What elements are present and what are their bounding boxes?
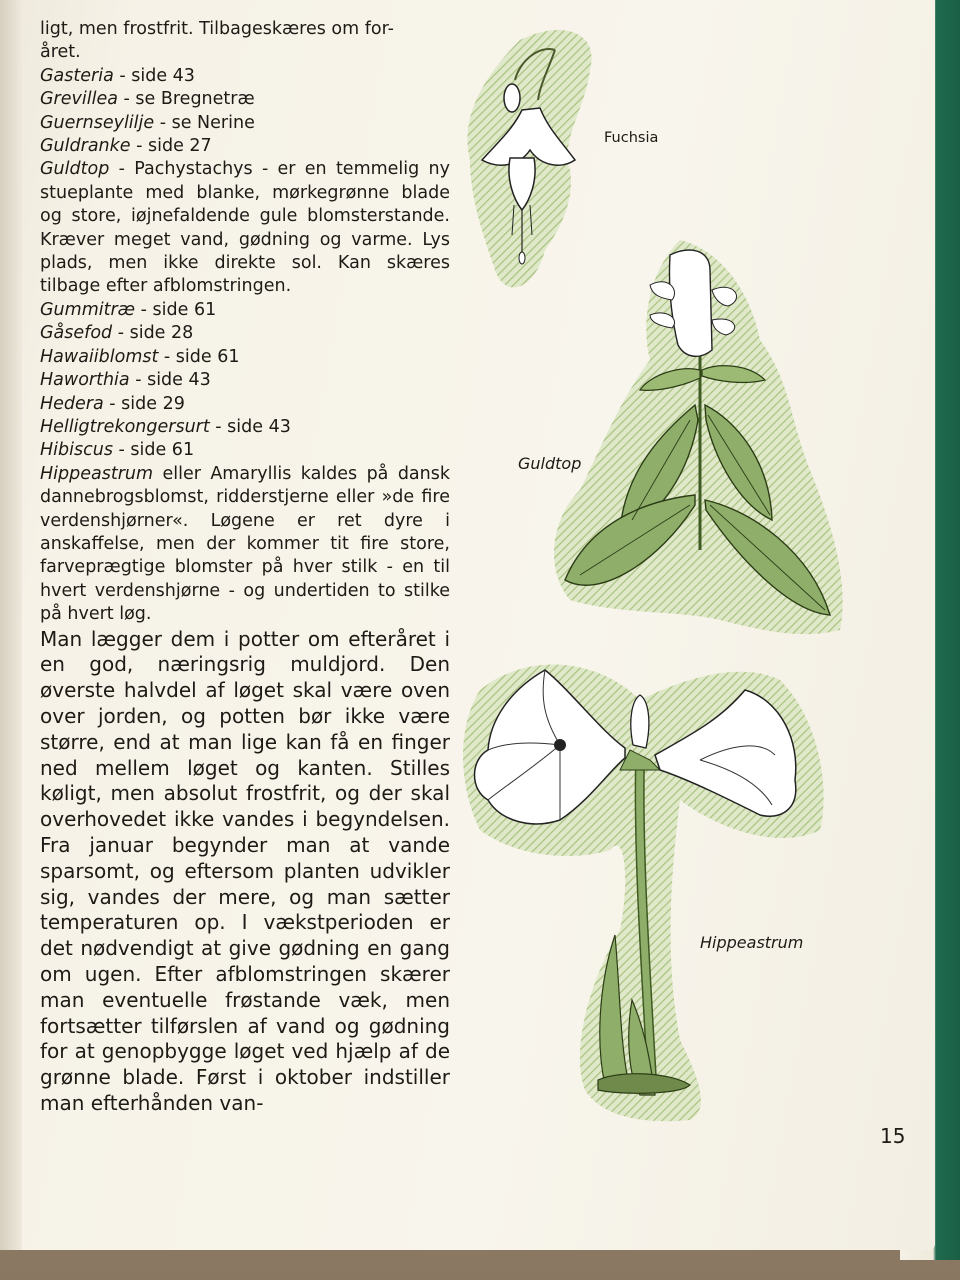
guldtop-text: - Pachystachys - er en temmelig ny stueplante med blanke, mørkegrønne blade og store, iøjnefaldende gule blomsterstande. Kræver meget vand, gødning og varme. Lys plads, men ikke direkte sol. Kan skæres tilbage efter afblomstringen. (40, 159, 450, 297)
index-term: Hibiscus (40, 440, 113, 461)
hippeastrum-illustration (463, 665, 824, 1122)
index-term: Helligtrekongersurt (40, 416, 210, 437)
index-entry (40, 439, 450, 462)
index-term: Gåsefod (40, 323, 113, 344)
index-ref: - side 43 (129, 370, 211, 391)
index-ref: - side 27 (130, 136, 212, 157)
caption-fuchsia: Fuchsia (604, 130, 659, 146)
index-ref: - side 29 (103, 393, 185, 414)
index-ref: - se Nerine (154, 112, 255, 133)
page-number: 15 (880, 1124, 906, 1148)
index-entry (40, 346, 450, 369)
index-ref: - side 43 (209, 416, 291, 437)
index-entry (40, 299, 450, 322)
index-entry (40, 65, 450, 88)
index-term: Guldranke (40, 136, 131, 157)
index-term: Haworthia (40, 370, 130, 391)
index-term: Gummitræ (40, 299, 136, 320)
continuation-text-2: året. (40, 42, 81, 63)
hippeastrum-paragraph-2 (40, 627, 450, 1117)
index-term: Gasteria (40, 65, 114, 86)
index-entry (40, 88, 450, 111)
guldtop-illustration (554, 240, 843, 634)
index-entry (40, 416, 450, 439)
index-ref: - se Bregnetræ (117, 89, 255, 110)
index-entry (40, 393, 450, 416)
index-entry (40, 369, 450, 392)
continuation-line-2 (40, 41, 450, 64)
caption-guldtop: Guldtop (518, 454, 582, 473)
index-ref: - side 43 (113, 65, 195, 86)
hippeastrum-text-2: Man lægger dem i potter om efteråret i en god, næringsrig muldjord. Den øverste halvdel af løget skal være oven over jorden, og potten bør ikke være større, end at man lige kan få en finger ned mellem løget og kanten. Stilles køligt, men absolut frostfrit, og der skal overhovedet ikke vandes i begyndelsen. Fra januar begynder man at vande sparsomt, og eftersom planten udvikler sig, vandes der mere, og man sætter temperaturen op. I vækstperioden er det nødvendigt at give gødning en gang om ugen. Efter afblomstringen skærer man eventuelle frøstande væk, men fortsætter tilførslen af vand og gødning for at genopbygge løget ved hjælp af de grønne blade. Først i oktober indstiller man efterhånden van- (40, 626, 450, 1115)
hippeastrum-paragraph (40, 463, 450, 627)
fuchsia-illustration (467, 30, 591, 287)
index-entry (40, 112, 450, 135)
guldtop-paragraph (40, 158, 450, 298)
hippeastrum-text: eller Amaryllis kaldes på dansk dannebrogsblomst, ridderstjerne eller »de fire verdenshjørner«. Løgene er ret dyre i anskaffelse, men der kommer tit fire store, farveprægtige blomster på hver stilk - en til hvert verdenshjørne - og undertiden to stilke på hvert løg. (40, 463, 450, 625)
article-text (40, 18, 450, 1117)
index-term: Hedera (40, 393, 104, 414)
continuation-line (40, 18, 450, 41)
index-term: Grevillea (40, 89, 118, 110)
continuation-text: ligt, men frostfrit. Tilbageskæres om for- (40, 19, 394, 39)
index-ref: - side 61 (158, 346, 240, 367)
index-ref: - side 61 (112, 440, 195, 461)
index-term: Guernseylilje (40, 112, 155, 133)
caption-hippeastrum: Hippeastrum (700, 933, 804, 952)
index-ref: - side 61 (135, 299, 217, 320)
index-entry (40, 135, 450, 158)
index-ref: - side 28 (112, 323, 194, 344)
hippeastrum-term: Hippeastrum (40, 463, 154, 484)
guldtop-term: Guldtop (40, 159, 110, 180)
index-term: Hawaiiblomst (40, 346, 159, 367)
index-entry (40, 322, 450, 345)
